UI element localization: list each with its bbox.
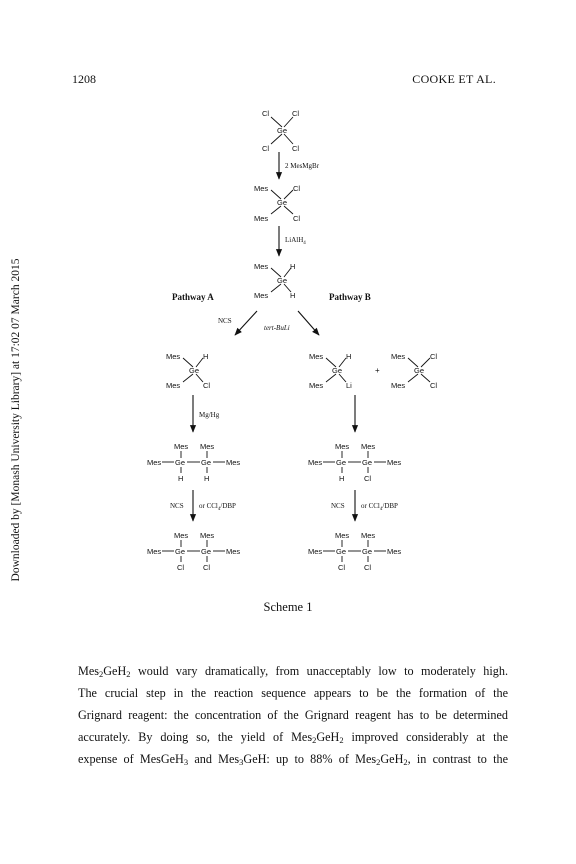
atom-h: H [178, 474, 184, 483]
molecule-mes2gecl2 [254, 184, 300, 223]
molecule-mes2geh2 [254, 262, 295, 300]
atom-cl: Cl [430, 381, 438, 390]
group-mes: Mes [391, 352, 406, 361]
molecule-mes2gehli [309, 352, 352, 390]
group-mes: Mes [308, 547, 323, 556]
body-line: The crucial step in the reaction sequence appears to be the formation of the [78, 686, 508, 700]
body-paragraph [78, 660, 508, 770]
molecule-mes2gehcl [166, 352, 210, 390]
group-mes: Mes [335, 442, 350, 451]
atom-ge: Ge [414, 366, 425, 375]
atom-cl: Cl [364, 474, 372, 483]
atom-cl: Cl [177, 563, 185, 572]
atom-cl: Cl [262, 144, 270, 153]
atom-h: H [204, 474, 210, 483]
atom-ge: Ge [175, 547, 186, 556]
atom-ge: Ge [277, 276, 288, 285]
molecule-digermane-h-b [308, 442, 401, 483]
atom-ge: Ge [277, 198, 288, 207]
molecule-digermane-cl-b [308, 531, 401, 572]
atom-ge: Ge [277, 126, 288, 135]
molecule-gecl4 [262, 109, 299, 153]
group-mes: Mes [166, 352, 181, 361]
atom-cl: Cl [292, 144, 300, 153]
group-mes: Mes [254, 184, 269, 193]
group-mes: Mes [200, 442, 215, 451]
group-mes: Mes [309, 381, 324, 390]
arrow-pathway-b [298, 311, 319, 335]
body-line: expense of MesGeH$_3$ and Mes$_3$GeH: up to 88% of Mes$_2$GeH$_2$, in contrast to the [78, 752, 509, 767]
atom-ge: Ge [201, 547, 212, 556]
group-mes: Mes [226, 547, 241, 556]
pathway-b-label: Pathway B [329, 292, 371, 302]
group-mes: Mes [387, 547, 402, 556]
reagent-ncs: NCS [218, 317, 232, 325]
molecule-mes2gecl2-b [391, 352, 437, 390]
atom-h: H [346, 352, 352, 361]
group-mes: Mes [174, 531, 189, 540]
reagent-mghg: Mg/Hg [199, 411, 220, 419]
atom-h: H [290, 262, 296, 271]
arrow-pathway-a [235, 311, 257, 335]
body-line: accurately. By doing so, the yield of Mes$_2$GeH$_2$ improved considerably at the [78, 730, 508, 745]
atom-cl: Cl [364, 563, 372, 572]
group-mes: Mes [226, 458, 241, 467]
reagent-ccl4-dbp: or CCl$_4$/DBP [361, 502, 398, 512]
atom-cl: Cl [293, 214, 301, 223]
running-head: COOKE ET AL. [412, 72, 496, 86]
atom-ge: Ge [189, 366, 200, 375]
atom-ge: Ge [362, 458, 373, 467]
atom-h: H [339, 474, 345, 483]
atom-h: H [203, 352, 209, 361]
group-mes: Mes [147, 547, 162, 556]
reagent-mesmgbr: 2 MesMgBr [285, 162, 320, 170]
atom-ge: Ge [336, 547, 347, 556]
group-mes: Mes [309, 352, 324, 361]
reagent-ncs: NCS [170, 502, 184, 510]
scheme-caption: Scheme 1 [263, 600, 313, 614]
group-mes: Mes [361, 442, 376, 451]
molecule-digermane-cl-a [147, 531, 240, 572]
plus-sign: + [375, 366, 380, 375]
group-mes: Mes [147, 458, 162, 467]
body-line: Mes$_2$GeH$_2$ would vary dramatically, from unacceptably low to moderately high. [78, 664, 508, 679]
group-mes: Mes [200, 531, 215, 540]
group-mes: Mes [387, 458, 402, 467]
reagent-ncs: NCS [331, 502, 345, 510]
group-mes: Mes [254, 262, 269, 271]
group-mes: Mes [361, 531, 376, 540]
reagent-tert-buli: tert-BuLi [264, 324, 290, 332]
atom-cl: Cl [203, 563, 211, 572]
reagent-ccl4-dbp: or CCl$_4$/DBP [199, 502, 236, 512]
atom-cl: Cl [430, 352, 438, 361]
atom-ge: Ge [336, 458, 347, 467]
atom-li: Li [346, 381, 352, 390]
group-mes: Mes [174, 442, 189, 451]
group-mes: Mes [391, 381, 406, 390]
atom-cl: Cl [293, 184, 301, 193]
atom-ge: Ge [362, 547, 373, 556]
atom-cl: Cl [262, 109, 270, 118]
group-mes: Mes [166, 381, 181, 390]
atom-h: H [290, 291, 296, 300]
atom-cl: Cl [292, 109, 300, 118]
group-mes: Mes [254, 291, 269, 300]
atom-ge: Ge [175, 458, 186, 467]
molecule-digermane-h-a [147, 442, 240, 483]
body-line: Grignard reagent: the concentration of the Grignard reagent has to be determined [78, 708, 508, 722]
atom-cl: Cl [203, 381, 211, 390]
group-mes: Mes [335, 531, 350, 540]
pathway-a-label: Pathway A [172, 292, 214, 302]
download-notice-text: Downloaded by [Monash University Library] at 17:02 07 March 2015 [10, 258, 22, 582]
reagent-lialh4: LiAlH$_4$ [285, 236, 306, 246]
atom-ge: Ge [332, 366, 343, 375]
page-number: 1208 [72, 72, 96, 86]
group-mes: Mes [254, 214, 269, 223]
atom-cl: Cl [338, 563, 346, 572]
group-mes: Mes [308, 458, 323, 467]
atom-ge: Ge [201, 458, 212, 467]
